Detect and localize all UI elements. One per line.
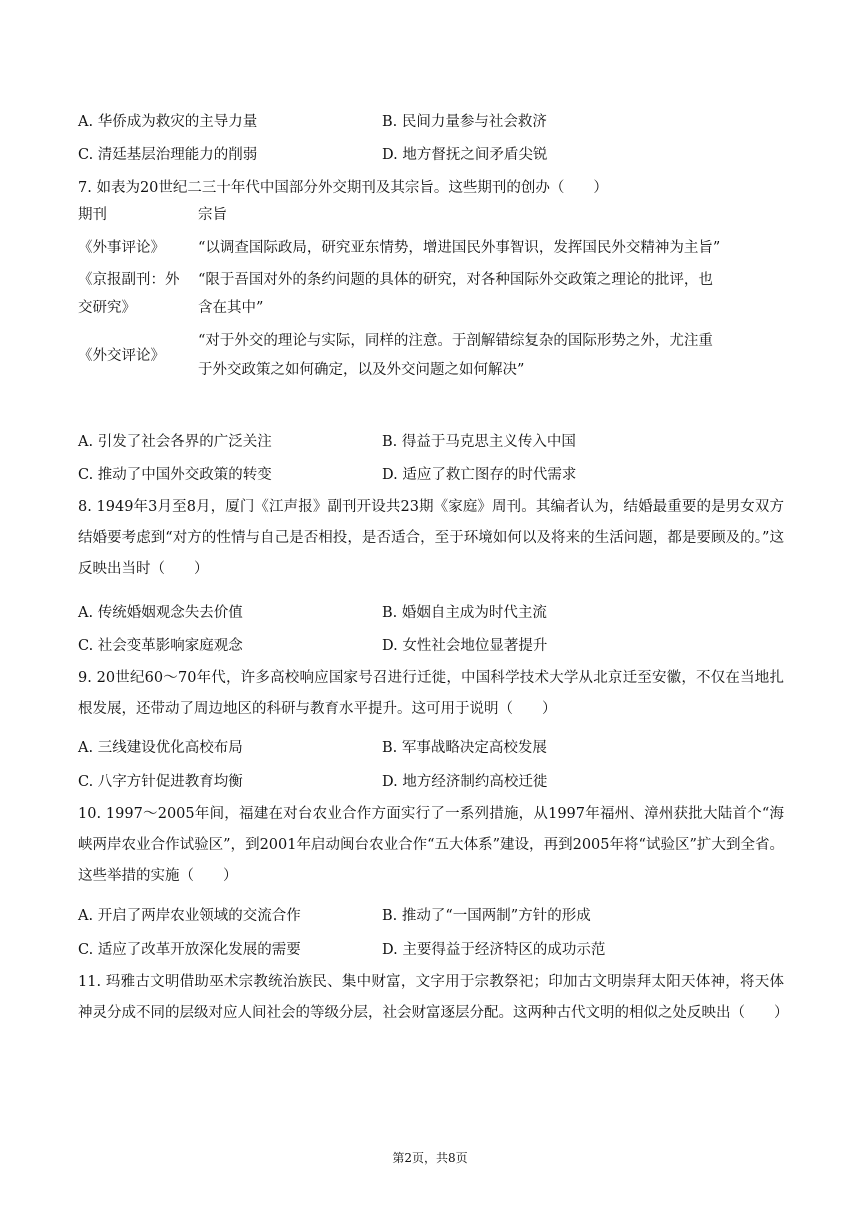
q7-stem: 7. 如表为20世纪二三十年代中国部分外交期刊及其宗旨。这些期刊的创办（ ） [78,180,608,196]
page-number-footer: 第2页，共8页 [392,1151,468,1165]
q6-option-d: D. 地方督抚之间矛盾尖锐 [382,147,548,163]
q9-option-b: B. 军事战略决定高校发展 [382,740,547,756]
table-row-2-name-line2: 交研究》 [78,300,136,316]
q8-option-d: D. 女性社会地位显著提升 [382,638,548,654]
q9-option-a: A. 三线建设优化高校布局 [78,740,243,756]
q8-option-c: C. 社会变革影响家庭观念 [78,638,243,654]
table-header-purpose: 宗旨 [198,207,227,223]
q6-option-c: C. 清廷基层治理能力的削弱 [78,147,258,163]
q11-stem: 11. 玛雅古文明借助巫术宗教统治族民、集中财富，文字用于宗教祭祀；印加古文明崇拜太阳天体神，将天体神灵分成不同的层级对应人间社会的等级分层，社会财富逐层分配。这两种古代文明的相似之处反映出（ ） [78,974,789,1021]
table-row-3-purpose-line1: “对于外交的理论与实际，同样的注意。于剖解错综复杂的国际形势之外，尤注重 [198,333,713,349]
q6-option-a: A. 华侨成为救灾的主导力量 [78,114,258,130]
q7-option-c: C. 推动了中国外交政策的转变 [78,467,272,483]
table-row-2-name-line1: 《京报副刊：外 [78,272,180,288]
table-header-periodical: 期刊 [78,207,107,223]
table-row-2-purpose-line2: 含在其中” [198,300,264,316]
q8-option-a: A. 传统婚姻观念失去价值 [78,605,243,621]
q9-stem: 9. 20世纪60～70年代，许多高校响应国家号召进行迁徙，中国科学技术大学从北京迁至安徽，不仅在当地扎根发展，还带动了周边地区的科研与教育水平提升。这可用于说明（ ） [78,670,784,717]
table-row-3-purpose-line2: 于外交政策之如何确定，以及外交问题之如何解决” [198,362,525,378]
q7-option-b: B. 得益于马克思主义传入中国 [382,434,576,450]
q10-option-d: D. 主要得益于经济特区的成功示范 [382,942,606,958]
q10-option-c: C. 适应了改革开放深化发展的需要 [78,942,301,958]
q7-option-a: A. 引发了社会各界的广泛关注 [78,434,272,450]
table-row-1-purpose: “以调查国际政局，研究亚东情势，增进国民外事智识，发挥国民外交精神为主旨” [198,240,721,256]
table-row-1-name: 《外事评论》 [78,240,165,256]
q8-stem: 8. 1949年3月至8月，厦门《江声报》副刊开设共23期《家庭》周刊。其编者认为，结婚最重要的是男女双方结婚要考虑到“对方的性情与自己是否相投，是否适合，至于环境如何以及将来的生活问题，都是要顾及的。”这反映出当时（ ） [78,499,784,577]
q10-option-a: A. 开启了两岸农业领域的交流合作 [78,908,301,924]
q7-option-d: D. 适应了救亡图存的时代需求 [382,467,577,483]
q6-option-b: B. 民间力量参与社会救济 [382,114,547,130]
q9-option-c: C. 八字方针促进教育均衡 [78,774,243,790]
q8-option-b: B. 婚姻自主成为时代主流 [382,605,547,621]
q10-option-b: B. 推动了“一国两制”方针的形成 [382,908,591,924]
table-row-3-name: 《外交评论》 [78,348,165,364]
q9-option-d: D. 地方经济制约高校迁徙 [382,774,548,790]
q10-stem: 10. 1997～2005年间，福建在对台农业合作方面实行了一系列措施，从1997年福州、漳州获批大陆首个“海峡两岸农业合作试验区”，到2001年启动闽台农业合作“五大体系”建设，再到2005年将“试验区”扩大到全省。这些举措的实施（ ） [78,806,784,884]
table-row-2-purpose-line1: “限于吾国对外的条约问题的具体的研究，对各种国际外交政策之理论的批评，也 [198,272,713,288]
